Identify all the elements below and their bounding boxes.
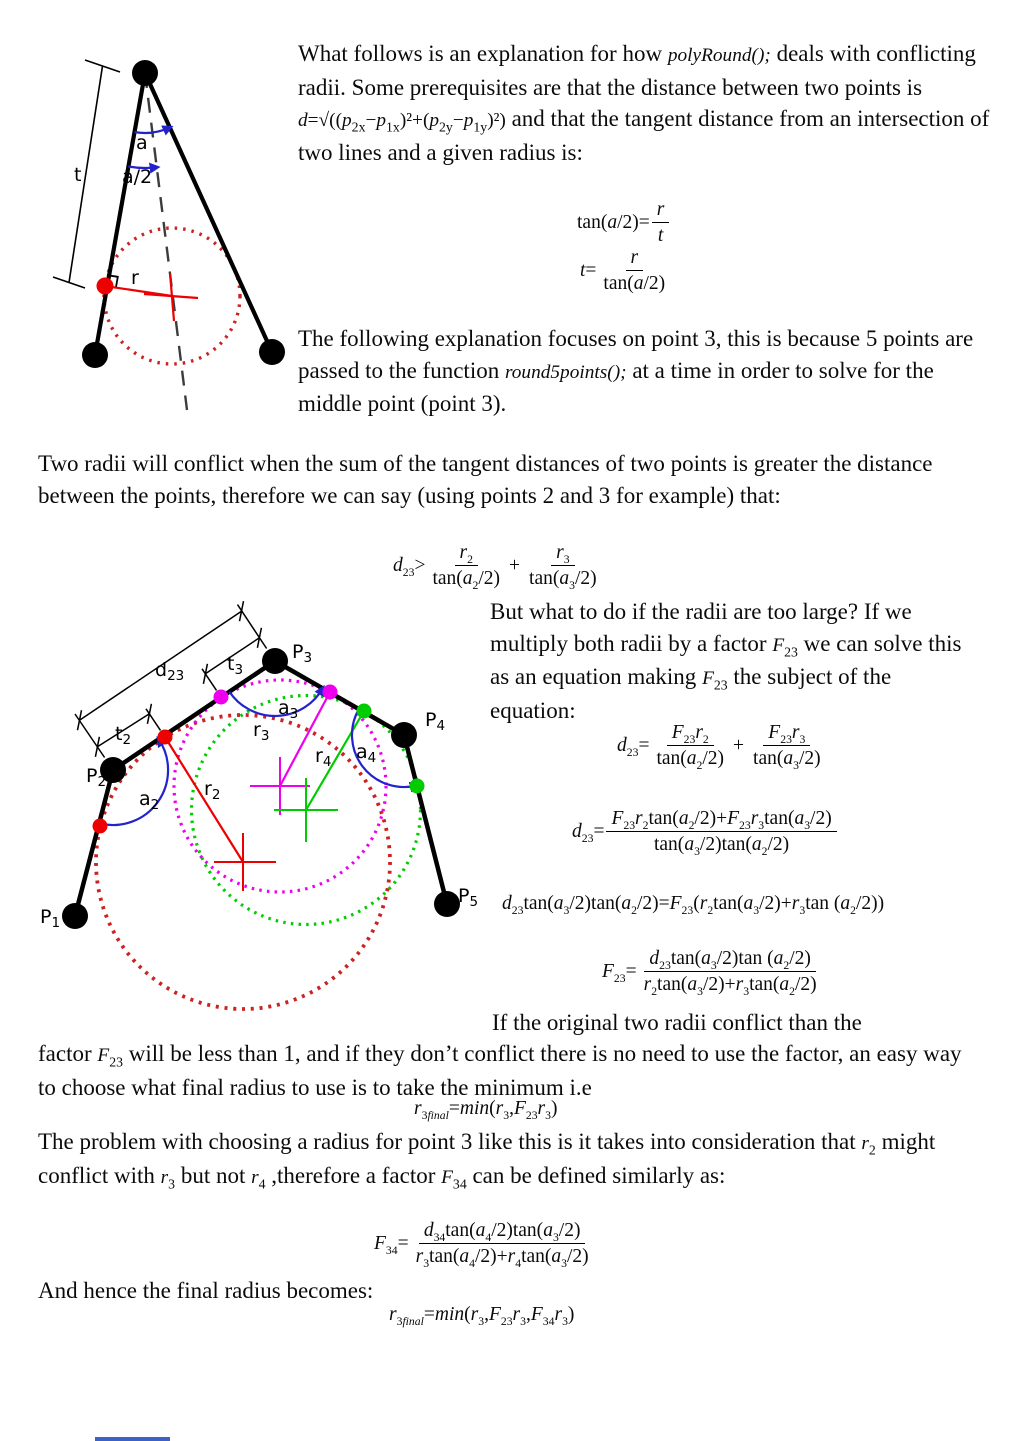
formula-factored-sum: $d_{23}=$ $\frac{F_{23}r_2}{\tan(a_2/2)}$ + $\frac{F_{23}r_3}{\tan(a_3/2)}$ (617, 722, 821, 772)
radius-line-and-cross (105, 273, 198, 321)
label-d23: $d_{23}$ (155, 659, 185, 684)
p1-dot (62, 903, 88, 929)
bottom-blue-strip (95, 1437, 170, 1441)
t-dimension-lines (53, 60, 120, 288)
label-p4: $P_4$ (425, 709, 446, 734)
formula-tangent-distance: t= $\frac{r}{\tan(a/2)}$ (580, 247, 666, 294)
p3-dot (262, 648, 288, 674)
vertex-dots (82, 60, 285, 368)
r4-center-cross (274, 778, 338, 842)
formula-r3final-min: $r_{3final}=\min(r_3,F_{23}r_3)$ (414, 1098, 558, 1122)
conflict-paragraph: Two radii will conflict when the sum of the tangent distances of two points is greater the distance between the points, therefore we can say (using points 2 and 3 for example) that: (38, 451, 933, 508)
label-p1: $P_1$ (40, 906, 61, 931)
label-p2: $P_2$ (86, 765, 107, 790)
a3-arc (229, 688, 322, 716)
p5-dot (434, 891, 460, 917)
factor-paragraph: factor $F_{23}$ will be less than 1, and if they don’t conflict there is no need to use the factor, an easy way to choose what final radius to use is to take the minimum i.e (38, 1041, 962, 1100)
polyline-legs (95, 73, 272, 355)
focus-paragraph: The following explanation focuses on point 3, this is because 5 points are passed to the function round5points(); at a time in order to solve for the middle point (point 3). (298, 326, 974, 416)
label-t: t (74, 164, 82, 186)
formula-tan-half-angle: tan(a/2)= $\frac{r}{t}$ (577, 198, 671, 247)
formula-f34-definition: $F_{34}=$ $\frac{d_{34}\tan(a_4/2)\tan(a_3/2)}{r_3\tan(a_4/2)+r_4\tan(a_3/2)}$ (374, 1220, 589, 1270)
label-a3: $a_3$ (278, 697, 299, 722)
label-p5: $P_5$ (458, 885, 479, 910)
label-p3: $P_3$ (292, 641, 313, 666)
tangent-point-dot (97, 278, 114, 295)
formula-conflict-inequality: $d_{23}>$ $\frac{r_2}{\tan(a_2/2)}$ + $\frac{r_3}{\tan(a_3/2)}$ (393, 542, 597, 592)
formula-r3final-complete: $r_{3final}=\min(r_3,F_{23}r_3,F_{34}r_3)$ (389, 1304, 575, 1328)
final-radius-paragraph: And hence the final radius becomes: (38, 1278, 374, 1303)
r2-center-cross (214, 833, 276, 891)
label-r4: $r_4$ (315, 745, 332, 770)
label-a4: $a_4$ (356, 741, 377, 766)
r3-center-cross (250, 757, 310, 815)
label-a: a (136, 132, 148, 154)
center-crosses (214, 757, 338, 891)
label-t3: $t_3$ (227, 653, 244, 678)
label-r: r (131, 267, 139, 289)
formula-combined-fraction: $d_{23}=$ $\frac{F_{23}r_2\tan(a_2/2)+F_{23}r_3\tan(a_3/2)}{\tan(a_3/2)\tan(a_2/2)}$ (572, 807, 839, 856)
label-r2: $r_2$ (204, 778, 221, 803)
conflict-wrap-line: If the original two radii conflict than the (492, 1010, 862, 1035)
vertex-dots (62, 648, 460, 929)
label-t2: $t_2$ (115, 723, 132, 748)
apex-dot (132, 60, 158, 86)
too-large-paragraph: But what to do if the radii are too large? If we multiply both radii by a factor $F_{23}$ we can solve this as an equation making $F_{23}$ the subject of the equation: (490, 599, 962, 723)
left-end-dot (82, 342, 108, 368)
figure-angle-tangent-diagram (30, 45, 310, 425)
label-r3: $r_3$ (253, 719, 270, 744)
intro-paragraph: What follows is an explanation for how polyRound(); deals with conflicting radii. Some prerequisites are that the distance between two points is $d=√((p_{2x}-p_{1x})^2+(p_{2y}-p_{1y})^2)$ and that the tangent distance from an intersection of two lines and a given radius is: (298, 41, 990, 165)
formula-cross-multiplied: $d_{23}\tan(a_3/2)\tan(a_2/2)=F_{23}(r_2\tan(a_3/2)+r_3\tan$ $(a_2/2)$) (502, 893, 885, 917)
figure-polyline-points-diagram (30, 590, 490, 1045)
formula-f23-solution: $F_{23}=$ $\frac{d_{23}\tan(a_3/2)\tan (a_2/2)}{r_2\tan(a_3/2)+r_3\tan(a_2/2)}$ (602, 948, 817, 998)
problem-paragraph: The problem with choosing a radius for point 3 like this is it takes into consideration that $r_2$ might conflict with $r_3$ but not $r_4$ ,therefore a factor $F_{34}$ can be defined similarly as: (38, 1129, 936, 1192)
polyline-p1-p5 (75, 661, 447, 916)
right-end-dot (259, 339, 285, 365)
label-a2: $a_2$ (139, 788, 160, 813)
label-a-half: a/2 (122, 166, 153, 188)
p4-dot (391, 722, 417, 748)
